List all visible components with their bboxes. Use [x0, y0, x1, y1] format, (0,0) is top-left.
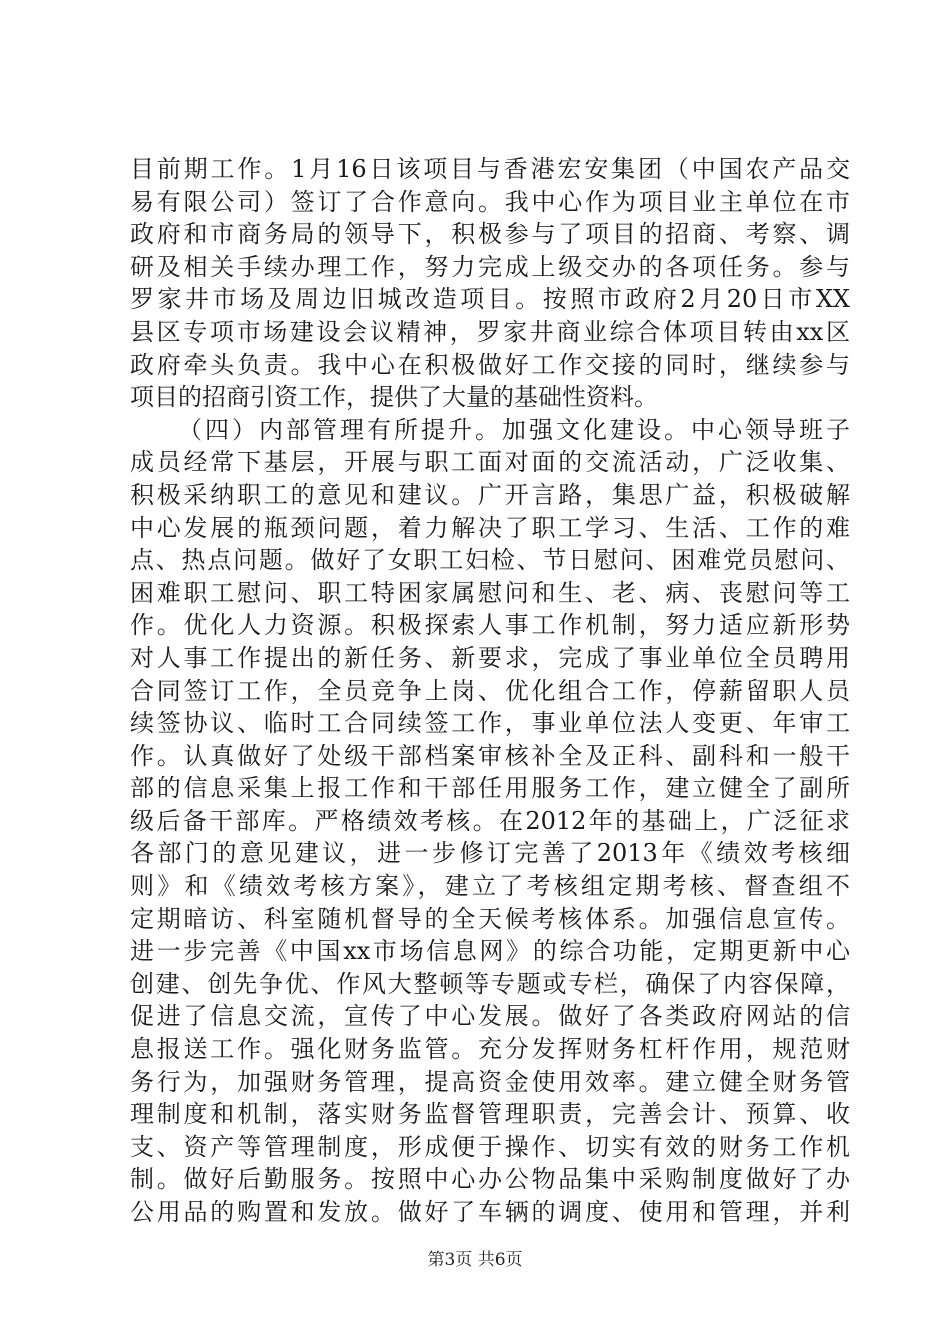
text-line: 级后备干部库。严格绩效考核。在2012年的基础上，广泛征求 — [130, 806, 850, 835]
text-line: 促进了信息交流，宣传了中心发展。做好了各类政府网站的信 — [130, 1002, 850, 1031]
paragraph-start-line: （四）内部管理有所提升。加强文化建设。中心领导班子 — [178, 415, 850, 444]
text-line: 点、热点问题。做好了女职工妇检、节日慰问、困难党员慰问、 — [130, 546, 850, 575]
text-line: 研及相关手续办理工作，努力完成上级交办的各项任务。参与 — [130, 252, 850, 281]
text-line: 罗家井市场及周边旧城改造项目。按照市政府2月20日市XX — [130, 285, 850, 314]
text-line: 目前期工作。1月16日该项目与香港宏安集团（中国农产品交 — [130, 155, 850, 183]
text-line: 支、资产等管理制度，形成便于操作、切实有效的财务工作机 — [130, 1132, 850, 1161]
text-line: 定期暗访、科室随机督导的全天候考核体系。加强信息宣传。 — [130, 904, 850, 933]
text-line: 理制度和机制，落实财务监督管理职责，完善会计、预算、收 — [130, 1100, 850, 1129]
text-line: 作。优化人力资源。积极探索人事工作机制，努力适应新形势 — [130, 611, 850, 640]
text-line: 对人事工作提出的新任务、新要求，完成了事业单位全员聘用 — [130, 643, 850, 672]
text-line: 进一步完善《中国xx市场信息网》的综合功能，定期更新中心 — [130, 937, 850, 966]
text-line: 政府和市商务局的领导下，积极参与了项目的招商、考察、调 — [130, 220, 850, 249]
text-line: 各部门的意见建议，进一步修订完善了2013年《绩效考核细 — [130, 839, 850, 868]
text-line: 则》和《绩效考核方案》，建立了考核组定期考核、督查组不 — [130, 872, 850, 901]
text-line: 创建、创先争优、作风大整顿等专题或专栏，确保了内容保障， — [130, 969, 850, 998]
text-line: 息报送工作。强化财务监管。充分发挥财务杠杆作用，规范财 — [130, 1035, 850, 1064]
text-line: 积极采纳职工的意见和建议。广开言路，集思广益，积极破解 — [130, 480, 850, 509]
text-line: 项目的招商引资工作，提供了大量的基础性资料。 — [130, 383, 658, 412]
text-line: 困难职工慰问、职工特困家属慰问和生、老、病、丧慰问等工 — [130, 578, 850, 607]
text-line: 作。认真做好了处级干部档案审核补全及正科、副科和一般干 — [130, 741, 850, 770]
text-line: 务行为，加强财务管理，提高资金使用效率。建立健全财务管 — [130, 1067, 850, 1096]
text-line: 中心发展的瓶颈问题，着力解决了职工学习、生活、工作的难 — [130, 513, 850, 542]
text-line: 政府牵头负责。我中心在积极做好工作交接的同时，继续参与 — [130, 350, 850, 379]
text-line: 部的信息采集上报工作和干部任用服务工作，建立健全了副所 — [130, 774, 850, 803]
text-line: 续签协议、临时工合同续签工作，事业单位法人变更、年审工 — [130, 709, 850, 738]
page-number-footer: 第3页 共6页 — [427, 1250, 523, 1270]
text-line: 易有限公司）签订了合作意向。我中心作为项目业主单位在市 — [130, 187, 850, 216]
document-body — [130, 153, 850, 1229]
text-line: 合同签订工作，全员竞争上岗、优化组合工作，停薪留职人员 — [130, 676, 850, 705]
text-line: 制。做好后勤服务。按照中心办公物品集中采购制度做好了办 — [130, 1165, 850, 1194]
text-line: 公用品的购置和发放。做好了车辆的调度、使用和管理，并利 — [130, 1198, 850, 1226]
text-line: 县区专项市场建设会议精神，罗家井商业综合体项目转由xx区 — [130, 317, 850, 346]
text-line: 成员经常下基层，开展与职工面对面的交流活动，广泛收集、 — [130, 448, 850, 477]
